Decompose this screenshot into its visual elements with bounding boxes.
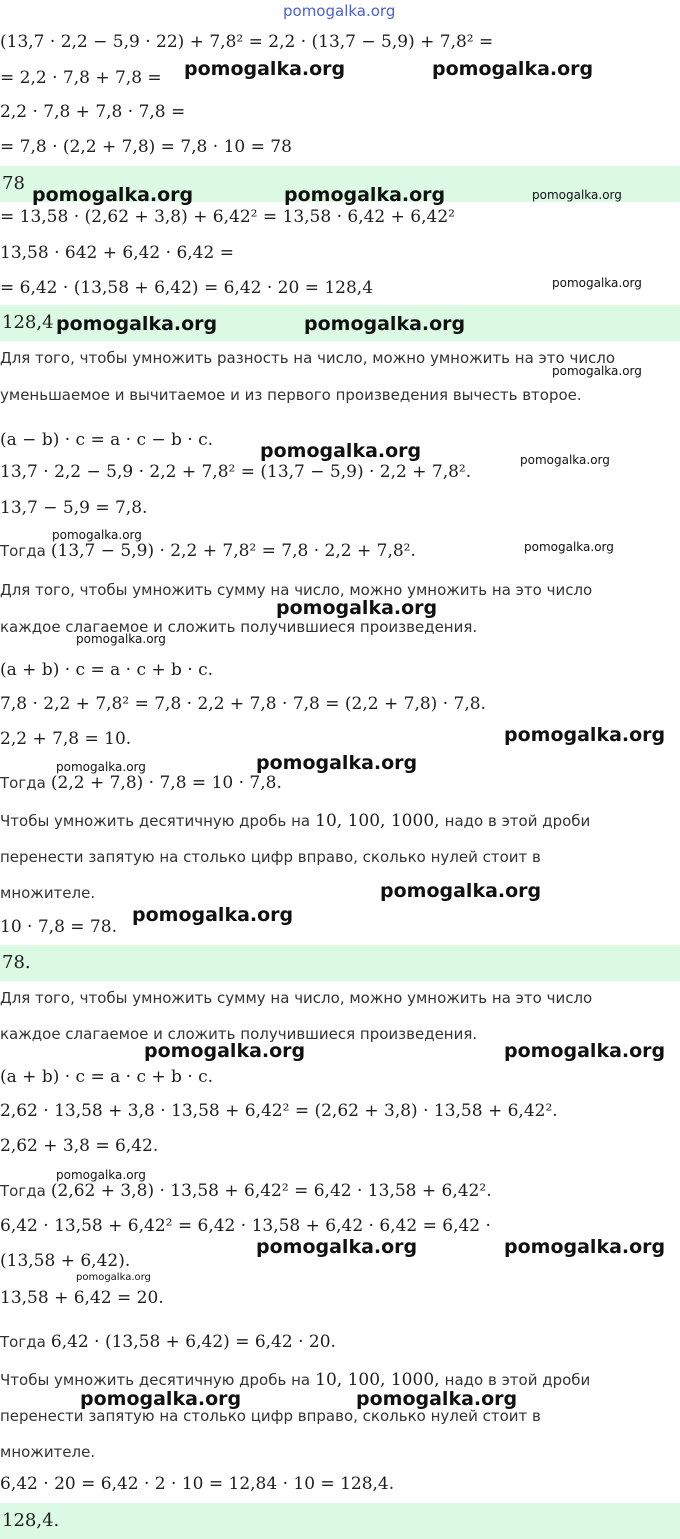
watermark: pomogalka.org	[52, 528, 142, 542]
answer-value: 128,4.	[2, 1510, 60, 1531]
text-line	[0, 811, 590, 831]
formula: (a + b) · c = a · c + b · c.	[0, 1067, 214, 1087]
formula: (2,2 + 7,8) · 7,8 = 10 · 7,8.	[50, 773, 282, 793]
formula: 13,58 + 6,42 = 20.	[0, 1288, 164, 1308]
formula: 7,8 · 2,2 + 7,8² = 7,8 · 2,2 + 7,8 · 7,8 = (2,2 + 7,8) · 7,8.	[0, 694, 486, 714]
watermark: pomogalka.org	[56, 313, 218, 335]
formula: (2,62 + 3,8) · 13,58 + 6,42² = 6,42 · 13,58 + 6,42².	[50, 1181, 492, 1201]
math-inline: 10, 100, 1000,	[315, 811, 440, 831]
watermark-top: pomogalka.org	[283, 2, 396, 20]
formula: 13,7 · 2,2 − 5,9 · 2,2 + 7,8² = (13,7 − 5,9) · 2,2 + 7,8².	[0, 462, 472, 482]
watermark: pomogalka.org	[260, 440, 422, 462]
watermark: pomogalka.org	[524, 540, 614, 554]
text-line: Для того, чтобы умножить сумму на число, можно умножить на это число	[0, 989, 593, 1007]
then-word: Тогда	[0, 1182, 46, 1200]
then-line	[0, 1332, 336, 1352]
formula: (13,7 − 5,9) · 2,2 + 7,8² = 7,8 · 2,2 + 7,8².	[50, 541, 416, 561]
watermark: pomogalka.org	[432, 58, 594, 80]
formula: (a + b) · c = a · c + b · c.	[0, 660, 214, 680]
formula: 2,2 + 7,8 = 10.	[0, 729, 132, 749]
formula: (13,58 + 6,42).	[0, 1251, 131, 1271]
watermark: pomogalka.org	[552, 364, 642, 378]
watermark: pomogalka.org	[284, 184, 446, 206]
formula: 6,42 · 13,58 + 6,42² = 6,42 · 13,58 + 6,42 · 6,42 = 6,42 ·	[0, 1216, 491, 1236]
formula: 13,7 − 5,9 = 7,8.	[0, 498, 148, 518]
answer-value: 128,4	[2, 312, 54, 333]
formula: 6,42 · 20 = 6,42 · 2 · 10 = 12,84 · 10 = 128,4.	[0, 1474, 395, 1494]
answer-band-3	[0, 945, 680, 981]
text-line: Для того, чтобы умножить сумму на число, можно умножить на это число	[0, 581, 593, 599]
watermark: pomogalka.org	[184, 58, 346, 80]
text-line: перенести запятую на столько цифр вправо, сколько нулей стоит в	[0, 848, 541, 866]
text-line: уменьшаемое и вычитаемое и из первого произведения вычесть второе.	[0, 386, 582, 404]
text-part: Чтобы умножить десятичную дробь на	[0, 812, 311, 830]
watermark: pomogalka.org	[552, 276, 642, 290]
math-line: = 2,2 · 7,8 + 7,8 =	[0, 68, 162, 88]
text-line: множителе.	[0, 884, 96, 902]
watermark: pomogalka.org	[304, 313, 466, 335]
watermark: pomogalka.org	[356, 1388, 518, 1410]
watermark: pomogalka.org	[276, 597, 438, 619]
answer-value: 78	[2, 173, 25, 194]
math-inline: 10, 100, 1000,	[315, 1370, 440, 1390]
math-line: = 6,42 · (13,58 + 6,42) = 6,42 · 20 = 128,4	[0, 278, 374, 298]
math-line: = 13,58 · (2,62 + 3,8) + 6,42² = 13,58 · 6,42 + 6,42²	[0, 207, 455, 227]
watermark: pomogalka.org	[520, 453, 610, 467]
watermark: pomogalka.org	[504, 1040, 666, 1062]
formula: 6,42 · (13,58 + 6,42) = 6,42 · 20.	[50, 1332, 336, 1352]
then-word: Тогда	[0, 542, 46, 560]
math-line: 13,58 · 642 + 6,42 · 6,42 =	[0, 243, 234, 263]
watermark: pomogalka.org	[56, 1168, 146, 1182]
watermark: pomogalka.org	[380, 880, 542, 902]
formula: 10 · 7,8 = 78.	[0, 917, 117, 937]
formula: 2,62 + 3,8 = 6,42.	[0, 1136, 159, 1156]
text-line: каждое слагаемое и сложить получившиеся произведения.	[0, 1025, 478, 1043]
watermark: pomogalka.org	[80, 1388, 242, 1410]
watermark: pomogalka.org	[532, 188, 622, 202]
text-part: Чтобы умножить десятичную дробь на	[0, 1371, 311, 1389]
watermark: pomogalka.org	[504, 724, 666, 746]
then-line	[0, 541, 416, 561]
watermark: pomogalka.org	[32, 184, 194, 206]
watermark: pomogalka.org	[504, 1236, 666, 1258]
watermark: pomogalka.org	[256, 1236, 418, 1258]
watermark: pomogalka.org	[144, 1040, 306, 1062]
text-part: надо в этой дроби	[444, 812, 591, 830]
text-line: каждое слагаемое и сложить получившиеся произведения.	[0, 618, 478, 636]
text-line: Для того, чтобы умножить разность на число, можно умножить на это число	[0, 349, 616, 367]
answer-band-4	[0, 1503, 680, 1539]
math-line: 2,2 · 7,8 + 7,8 · 7,8 =	[0, 102, 186, 122]
text-line: множителе.	[0, 1443, 96, 1461]
formula: 2,62 · 13,58 + 3,8 · 13,58 + 6,42² = (2,62 + 3,8) · 13,58 + 6,42².	[0, 1101, 558, 1121]
then-line	[0, 773, 282, 793]
watermark: pomogalka.org	[76, 1272, 151, 1283]
text-line	[0, 1370, 590, 1390]
then-word: Тогда	[0, 774, 46, 792]
watermark: pomogalka.org	[132, 904, 294, 926]
formula: (a − b) · c = a · c − b · c.	[0, 430, 214, 450]
math-line: = 7,8 · (2,2 + 7,8) = 7,8 · 10 = 78	[0, 137, 292, 157]
watermark: pomogalka.org	[56, 760, 146, 774]
math-line: (13,7 · 2,2 − 5,9 · 22) + 7,8² = 2,2 · (13,7 − 5,9) + 7,8² =	[0, 32, 494, 52]
then-line	[0, 1181, 492, 1201]
answer-value: 78.	[2, 952, 31, 973]
then-word: Тогда	[0, 1333, 46, 1351]
text-part: надо в этой дроби	[444, 1371, 591, 1389]
watermark: pomogalka.org	[256, 752, 418, 774]
text-line: перенести запятую на столько цифр вправо, сколько нулей стоит в	[0, 1407, 541, 1425]
watermark: pomogalka.org	[76, 632, 166, 646]
